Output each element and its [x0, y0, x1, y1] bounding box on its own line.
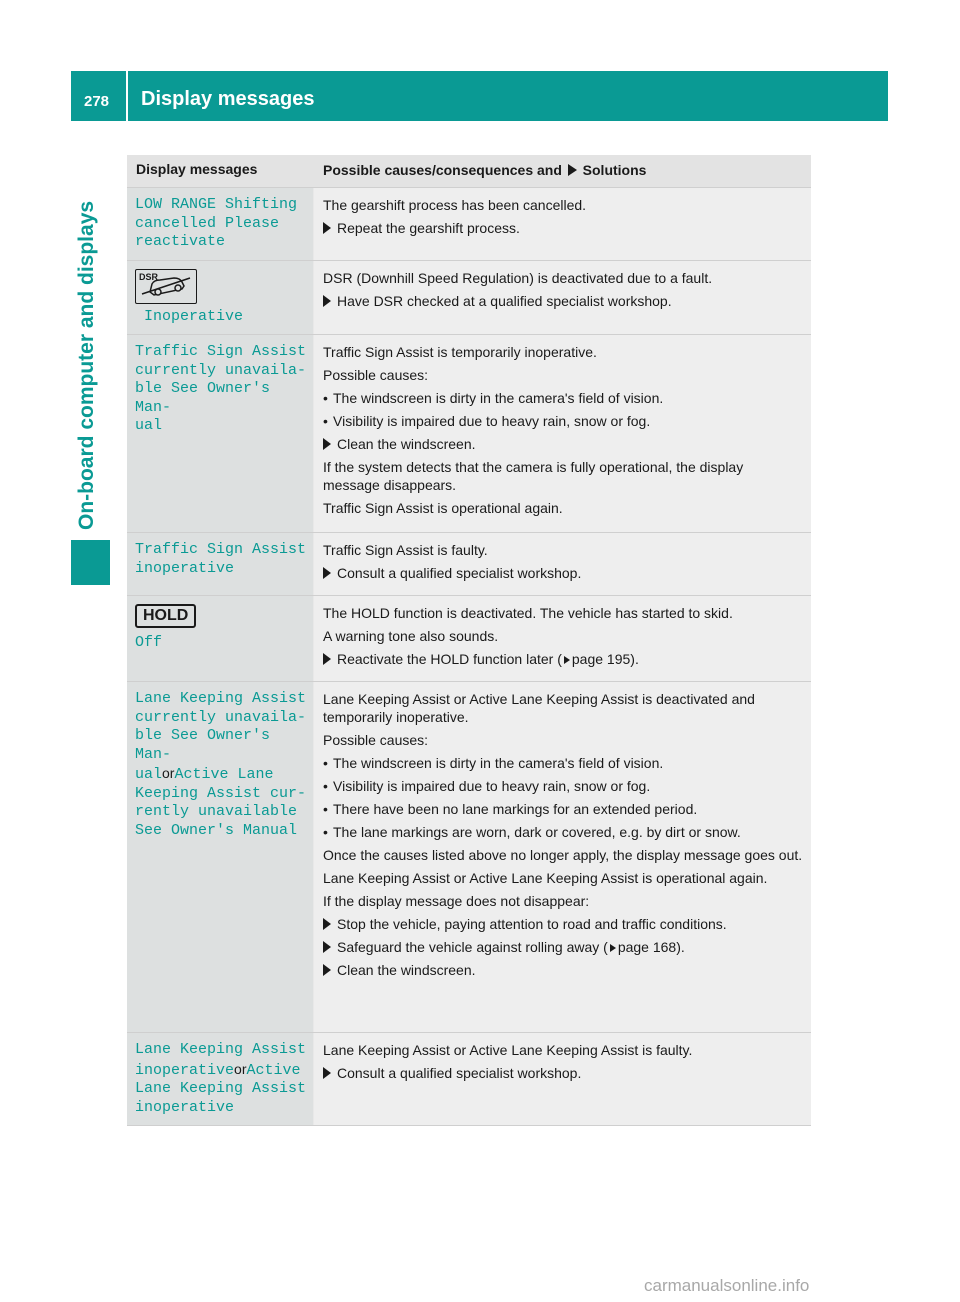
step-arrow-icon: [323, 918, 331, 930]
display-messages-table: [127, 155, 811, 1126]
solution-step: [323, 938, 803, 956]
step-text: Consult a qualified specialist workshop.: [337, 1065, 582, 1081]
cause-bullet: [323, 777, 803, 795]
step-text: Clean the windscreen.: [337, 436, 476, 452]
message-cell: [127, 596, 314, 681]
solution-step: [323, 961, 803, 979]
table-header: [127, 155, 811, 188]
watermark: carmanualsonline.info: [644, 1276, 810, 1295]
step-arrow-icon: [323, 222, 331, 234]
description-cell: [314, 188, 811, 260]
step-text: Consult a qualified specialist workshop.: [337, 565, 582, 581]
cause-bullet: [323, 800, 803, 818]
cause-bullet: [323, 754, 803, 772]
description-text: Once the causes listed above no longer apply, the display message goes out.: [323, 847, 803, 863]
table-row: [127, 533, 811, 596]
or-connector: or: [162, 765, 175, 781]
message-cell: [127, 335, 314, 532]
step-arrow-icon: [323, 438, 331, 450]
message-cell: [127, 261, 314, 335]
bullet-marker: •: [323, 801, 328, 817]
step-text: [337, 938, 685, 956]
step-text-main: Safeguard the vehicle against rolling away (: [337, 939, 608, 955]
solution-arrow-icon: [568, 164, 577, 176]
solution-step: [323, 915, 803, 933]
description-text: Lane Keeping Assist or Active Lane Keeping Assist is deactivated and temporarily inoperative.: [323, 691, 755, 725]
hold-icon: HOLD: [135, 604, 196, 628]
col2-header-suffix: Solutions: [582, 162, 647, 178]
description-text: A warning tone also sounds.: [323, 628, 499, 644]
side-tab-block: [71, 540, 110, 585]
cause-bullet: [323, 389, 803, 407]
page-reference-link[interactable]: page 168).: [617, 939, 685, 955]
description-text: If the system detects that the camera is fully operational, the display message disappears.: [323, 459, 744, 493]
description-text: DSR (Downhill Speed Regulation) is deactivated due to a fault.: [323, 269, 713, 286]
step-arrow-icon: [323, 1067, 331, 1079]
table-body: [127, 188, 811, 1126]
table-row: [127, 596, 811, 682]
bullet-text: The windscreen is dirty in the camera's field of vision.: [333, 755, 664, 771]
step-arrow-icon: [323, 295, 331, 307]
solution-step: [323, 435, 803, 453]
solution-step: [323, 219, 803, 237]
bullet-text: The lane markings are worn, dark or covered, e.g. by dirt or snow.: [333, 824, 741, 840]
dsr-vehicle-icon: [135, 269, 197, 304]
description-cell: [314, 261, 811, 335]
page-title: Display messages: [141, 88, 315, 110]
step-text: [337, 650, 639, 668]
page-ref-icon: [564, 656, 570, 664]
page-reference-link[interactable]: page 195).: [571, 651, 639, 667]
description-text: Lane Keeping Assist or Active Lane Keeping Assist is faulty.: [323, 1042, 693, 1058]
step-text: Repeat the gearshift process.: [337, 220, 520, 236]
display-message: [135, 690, 307, 840]
step-arrow-icon: [323, 941, 331, 953]
description-text: If the display message does not disappear:: [323, 893, 590, 909]
table-row: [127, 261, 811, 336]
solution-step: [323, 292, 803, 310]
or-connector: or: [234, 1060, 247, 1077]
step-text-main: Reactivate the HOLD function later (: [337, 651, 562, 667]
step-arrow-icon: [323, 653, 331, 665]
description-cell: [314, 682, 811, 1032]
display-message: Off: [135, 634, 163, 651]
description-cell: [314, 596, 811, 681]
step-text: Stop the vehicle, paying attention to road and traffic conditions.: [337, 916, 727, 932]
message-cell: [127, 188, 314, 260]
table-row: [127, 682, 811, 1033]
bullet-marker: •: [323, 390, 328, 406]
display-message-b: Active Lane Keeping Assist inoperative: [135, 1061, 307, 1116]
bullet-text: The windscreen is dirty in the camera's field of vision.: [333, 390, 664, 406]
display-message: Inoperative: [144, 307, 244, 325]
bullet-marker: •: [323, 778, 328, 794]
step-arrow-icon: [323, 964, 331, 976]
display-message-a: Lane Keeping Assist currently unavaila‐ ble See Owner's Man‐ ual: [135, 690, 307, 783]
description-text: Traffic Sign Assist is operational again.: [323, 500, 563, 516]
solution-step: [323, 650, 803, 668]
description-text: Traffic Sign Assist is temporarily inoperative.: [323, 344, 597, 360]
cause-bullet: [323, 823, 803, 841]
bullet-marker: •: [323, 824, 328, 840]
description-text: The HOLD function is deactivated. The vehicle has started to skid.: [323, 605, 733, 621]
table-row: [127, 335, 811, 533]
description-text: The gearshift process has been cancelled.: [323, 197, 587, 213]
solution-step: [323, 1064, 803, 1082]
display-message: Traffic Sign Assist currently unavaila‐ ble See Owner's Man‐ ual: [135, 343, 307, 434]
bullet-text: There have been no lane markings for an extended period.: [333, 801, 698, 817]
step-text: Clean the windscreen.: [337, 962, 476, 978]
display-message: [135, 1041, 307, 1117]
col2-header: [314, 155, 811, 187]
display-message: Traffic Sign Assist inoperative: [135, 541, 307, 577]
message-cell: [127, 1033, 314, 1125]
bullet-marker: •: [323, 755, 328, 771]
col1-header: Display messages: [136, 161, 258, 177]
display-message: LOW RANGE Shifting cancelled Please reactivate: [135, 196, 298, 250]
cause-bullet: [323, 412, 803, 430]
description-text: Possible causes:: [323, 367, 429, 383]
table-row: [127, 188, 811, 261]
description-cell: [314, 335, 811, 532]
bullet-text: Visibility is impaired due to heavy rain, snow or fog.: [333, 413, 651, 429]
description-text: Lane Keeping Assist or Active Lane Keeping Assist is operational again.: [323, 870, 768, 886]
description-text: Possible causes:: [323, 732, 429, 748]
solution-step: [323, 564, 803, 582]
step-arrow-icon: [323, 567, 331, 579]
message-cell: [127, 682, 314, 1032]
step-text: Have DSR checked at a qualified specialist workshop.: [337, 292, 672, 309]
message-cell: [127, 533, 314, 595]
bullet-marker: •: [323, 413, 328, 429]
side-label: On-board computer and displays: [75, 200, 98, 530]
page-ref-icon: [610, 944, 616, 952]
bullet-text: Visibility is impaired due to heavy rain, snow or fog.: [333, 778, 651, 794]
display-message-b: Active Lane Keeping Assist cur‐ rently unavailable See Owner's Manual: [135, 766, 307, 839]
description-text: Traffic Sign Assist is faulty.: [323, 542, 488, 558]
col2-header-prefix: Possible causes/consequences and: [323, 162, 562, 178]
display-message-a: Lane Keeping Assist inoperative: [135, 1041, 307, 1079]
description-cell: [314, 533, 811, 595]
page-number: 278: [84, 93, 110, 110]
description-cell: [314, 1033, 811, 1125]
table-row: [127, 1033, 811, 1126]
dsr-label: DSR: [139, 271, 159, 282]
header-divider: [126, 71, 128, 121]
